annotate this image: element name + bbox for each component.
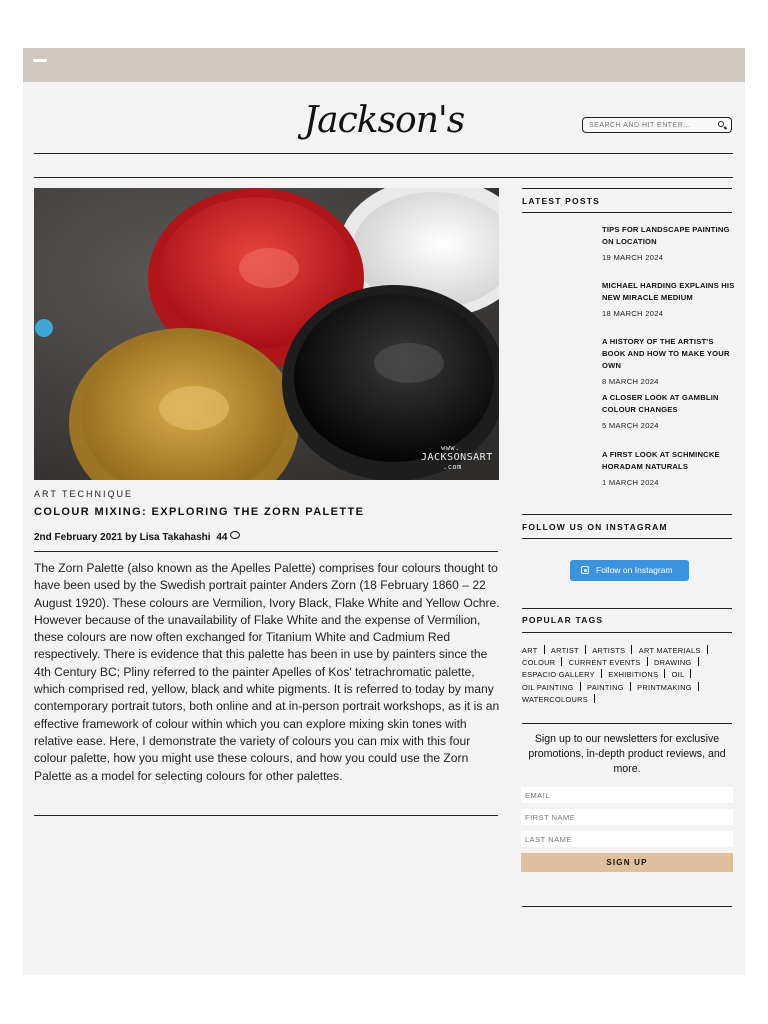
latest-post-date: 19 MARCH 2024 <box>602 253 664 262</box>
sidebar-divider <box>522 514 732 515</box>
tag-link[interactable]: ARTISTS <box>592 645 632 657</box>
tag-link[interactable]: DRAWING <box>654 657 699 669</box>
tag-link[interactable]: ESPACIO GALLERY <box>522 669 602 681</box>
tag-link[interactable]: PRINTMAKING <box>637 682 699 694</box>
latest-post-date: 5 MARCH 2024 <box>602 421 659 430</box>
header-divider <box>34 153 733 154</box>
search-icon[interactable] <box>718 121 724 127</box>
latest-post-item[interactable] <box>602 449 737 487</box>
latest-post-item[interactable] <box>602 224 737 262</box>
latest-post-date: 1 MARCH 2024 <box>602 478 659 487</box>
latest-post-item[interactable] <box>602 280 737 318</box>
tag-link[interactable]: OIL PAINTING <box>522 682 581 694</box>
page-container <box>23 48 745 975</box>
article-title[interactable]: COLOUR MIXING: EXPLORING THE ZORN PALETTE <box>34 506 365 518</box>
sidebar-divider <box>522 212 732 213</box>
latest-post-title[interactable]: A HISTORY OF THE ARTIST'S BOOK AND HOW TO MAKE YOUR OWN <box>602 337 730 370</box>
tag-link[interactable]: OIL <box>672 669 692 681</box>
instagram-icon <box>581 566 589 574</box>
article-category[interactable]: ART TECHNIQUE <box>34 489 134 499</box>
meta-divider <box>34 551 498 552</box>
latest-post-item[interactable] <box>602 336 737 386</box>
follow-instagram-button[interactable] <box>570 560 689 581</box>
tag-cloud <box>522 645 722 706</box>
latest-post-title[interactable]: MICHAEL HARDING EXPLAINS HIS NEW MIRACLE MEDIUM <box>602 281 735 302</box>
watermark-suffix: .com <box>443 463 462 471</box>
article-end-divider <box>34 815 498 816</box>
newsletter-text: Sign up to our newsletters for exclusive promotions, in-depth product reviews, and more. <box>528 733 726 775</box>
latest-post-title[interactable]: TIPS FOR LANDSCAPE PAINTING ON LOCATION <box>602 225 730 246</box>
email-field[interactable] <box>521 787 733 803</box>
first-name-field[interactable] <box>521 809 733 825</box>
tag-link[interactable]: EXHIBITIONS <box>608 669 665 681</box>
tag-link[interactable]: ART MATERIALS <box>639 645 708 657</box>
watermark <box>421 444 493 471</box>
menu-icon[interactable] <box>33 59 47 62</box>
popular-tags-heading: POPULAR TAGS <box>522 615 604 625</box>
tag-link[interactable]: ARTIST <box>551 645 586 657</box>
comment-icon[interactable] <box>230 531 240 539</box>
latest-post-date: 18 MARCH 2024 <box>602 309 664 318</box>
sign-up-button[interactable]: SIGN UP <box>521 853 733 872</box>
watermark-prefix: www. <box>441 444 460 452</box>
latest-post-date: 8 MARCH 2024 <box>602 377 659 386</box>
search-input[interactable] <box>589 120 709 130</box>
last-name-field[interactable] <box>521 831 733 847</box>
instagram-heading: FOLLOW US ON INSTAGRAM <box>522 522 668 532</box>
search-box[interactable] <box>582 117 732 133</box>
watermark-main: JACKSONSART <box>421 452 493 463</box>
comment-count[interactable]: 44 <box>216 532 228 543</box>
sidebar-divider <box>522 188 732 189</box>
latest-post-title[interactable]: A CLOSER LOOK AT GAMBLIN COLOUR CHANGES <box>602 393 719 414</box>
article-meta <box>34 531 240 543</box>
site-logo[interactable]: Jackson's <box>303 100 465 141</box>
paint-pots-illustration <box>34 188 499 480</box>
tag-link[interactable]: ART <box>522 645 545 657</box>
article-body: The Zorn Palette (also known as the Apelles Palette) comprises four colours thought to have been used by the Swedish portrait painter Anders Zorn (18 February 1860 – 22 August 1920). These colours are Vermilion, Ivory Black, Flake White and Yellow Ochre. However because of the unavailability of Flake White and the expense of Vermilion, these colours are now often exchanged for Titanium White and Cadmium Red respectively. There is evidence that this palette has been in use by painters since the 4th Century BC; Pliny referred to the painter Apelles of Kos' tetrachromatic palette, which comprised red, yellow, black and white pigments. It is referred to today by many contemporary portrait tutors, both online and at in-person portrait workshops, as it is an effective framework of colour within which you can explore mixing skin tones with relative ease. Here, I demonstrate the variety of colours you can mix with this four colour palette, how you might use these colours, and how you could use the Zorn Palette as a model for selecting colours for other palettes. <box>34 561 500 783</box>
sidebar-divider <box>522 723 732 724</box>
latest-post-item[interactable] <box>602 392 737 430</box>
sidebar-divider <box>522 538 732 539</box>
hero-image <box>34 188 499 480</box>
top-bar <box>23 48 745 82</box>
tag-link[interactable]: WATERCOLOURS <box>522 694 595 706</box>
follow-instagram-label: Follow on Instagram <box>596 565 673 575</box>
latest-posts-heading: LATEST POSTS <box>522 196 600 206</box>
tag-link[interactable]: PAINTING <box>587 682 631 694</box>
sidebar-divider <box>522 906 732 907</box>
sidebar-divider <box>522 632 732 633</box>
tag-link[interactable]: CURRENT EVENTS <box>569 657 648 669</box>
sidebar-divider <box>522 608 732 609</box>
nav-divider <box>34 177 733 178</box>
article-date-author[interactable]: 2nd February 2021 by Lisa Takahashi <box>34 532 211 543</box>
latest-post-title[interactable]: A FIRST LOOK AT SCHMINCKE HORADAM NATURALS <box>602 450 720 471</box>
tag-link[interactable]: COLOUR <box>522 657 562 669</box>
